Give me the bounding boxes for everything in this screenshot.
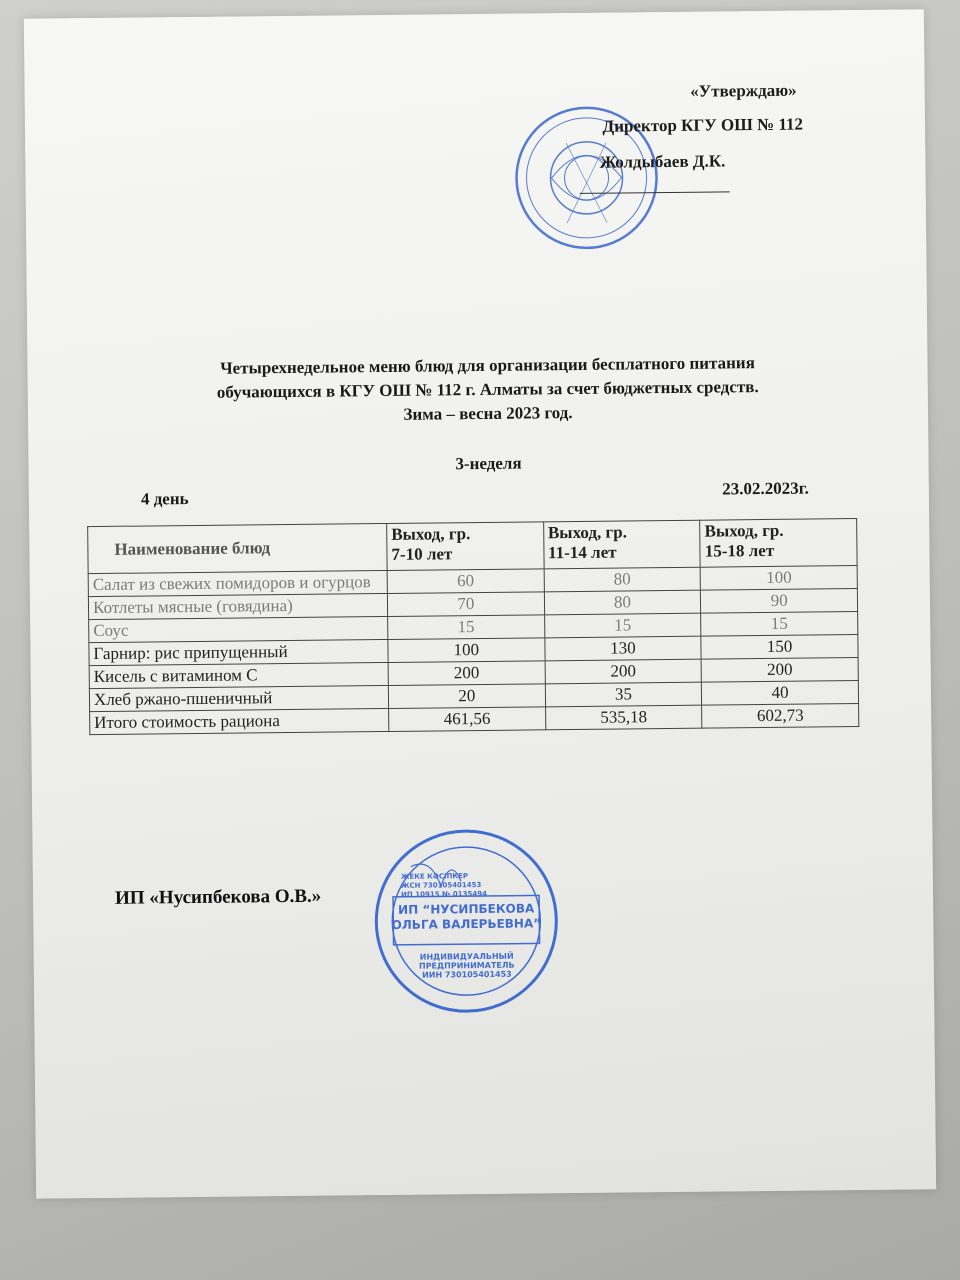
entrepreneur-stamp (370, 825, 562, 1017)
entrepreneur-signature: ИП «Нусипбекова О.В.» (114, 885, 322, 909)
dish-name: Салат из свежих помидоров и огурцов (88, 570, 387, 596)
yield-15-18: 15 (701, 612, 858, 637)
yield-15-18: 150 (701, 635, 858, 660)
yield-7-10: 100 (388, 638, 545, 663)
title-line-2: обучающихся в КГУ ОШ № 112 г. Алматы за счет бюджетных средств. (216, 377, 759, 402)
yield-11-14: 80 (544, 567, 701, 592)
dish-name: Котлеты мясные (говядина) (88, 593, 387, 619)
yield-11-14: 15 (544, 613, 701, 638)
header-yield-label: Выход, гр. (547, 522, 628, 543)
approval-label: «Утверждаю» (690, 80, 797, 101)
day-label: 4 день (140, 489, 189, 509)
yield-15-18: 90 (701, 589, 858, 614)
dish-name: Хлеб ржано-пшеничный (89, 685, 388, 711)
document-page (24, 9, 936, 1198)
header-age-range: 11-14 лет (548, 542, 617, 563)
yield-11-14: 35 (545, 682, 702, 707)
yield-7-10: 200 (388, 661, 545, 686)
header-yield-15-18 (700, 519, 857, 568)
yield-7-10: 60 (387, 569, 544, 594)
approval-director-name: Жолдыбаев Д.К. (599, 151, 726, 172)
header-age-range: 7-10 лет (391, 544, 453, 564)
total-label: Итого стоимость рациона (90, 708, 389, 734)
yield-15-18: 100 (700, 566, 857, 591)
stamp-name-line: ОЛЬГА ВАЛЕРЬЕВНА” (391, 916, 542, 932)
yield-11-14: 130 (545, 636, 702, 661)
stamp-subtitle-line: ИИН 730105401453 (421, 969, 512, 980)
header-yield-label: Выход, гр. (391, 524, 471, 544)
yield-11-14: 80 (544, 590, 701, 615)
stamp-name (371, 901, 561, 933)
header-yield-label: Выход, гр. (704, 520, 784, 541)
yield-11-14: 200 (545, 659, 702, 684)
yield-15-18: 200 (701, 658, 858, 683)
date-label: 23.02.2023г. (722, 478, 809, 499)
stamp-header-line: ЖЕКЕ КӘСІПКЕР (400, 872, 469, 881)
yield-15-18: 40 (702, 681, 859, 706)
document-title (127, 350, 848, 430)
stamp-header-line: ИП 10915 № 0135494 (400, 889, 487, 899)
yield-7-10: 15 (388, 615, 545, 640)
stamp-subtitle-line: ПРЕДПРИНИМАТЕЛЬ (418, 960, 515, 971)
header-yield-7-10 (387, 522, 544, 571)
stamp-subtitle (372, 951, 562, 980)
approval-position: Директор КГУ ОШ № 112 (602, 114, 804, 136)
stamp-header-line: ЖСН 730105401453 (400, 881, 482, 890)
dish-name: Соус (89, 616, 388, 642)
stamp-subtitle-line: ИНДИВИДУАЛЬНЫЙ (419, 951, 514, 962)
stamp-header (401, 871, 531, 899)
title-line-1: Четырехнедельное меню блюд для организации бесплатного питания (220, 353, 755, 378)
table-header-row (88, 519, 857, 574)
total-7-10: 461,56 (389, 707, 546, 732)
header-yield-11-14 (543, 520, 700, 569)
total-11-14: 535,18 (545, 705, 702, 730)
total-15-18: 602,73 (702, 704, 859, 729)
title-line-3: Зима – весна 2023 год. (403, 403, 573, 424)
header-age-range: 15-18 лет (704, 540, 775, 561)
dish-name: Гарнир: рис припущенный (89, 639, 388, 665)
week-label: 3-неделя (455, 453, 522, 474)
stamp-name-line: ИП “НУСИПБЕКОВА (398, 901, 535, 917)
yield-7-10: 70 (387, 592, 544, 617)
menu-table (87, 518, 859, 735)
header-dish-name: Наименование блюд (88, 523, 387, 573)
yield-7-10: 20 (388, 684, 545, 709)
dish-name: Кисель с витамином С (89, 662, 388, 688)
